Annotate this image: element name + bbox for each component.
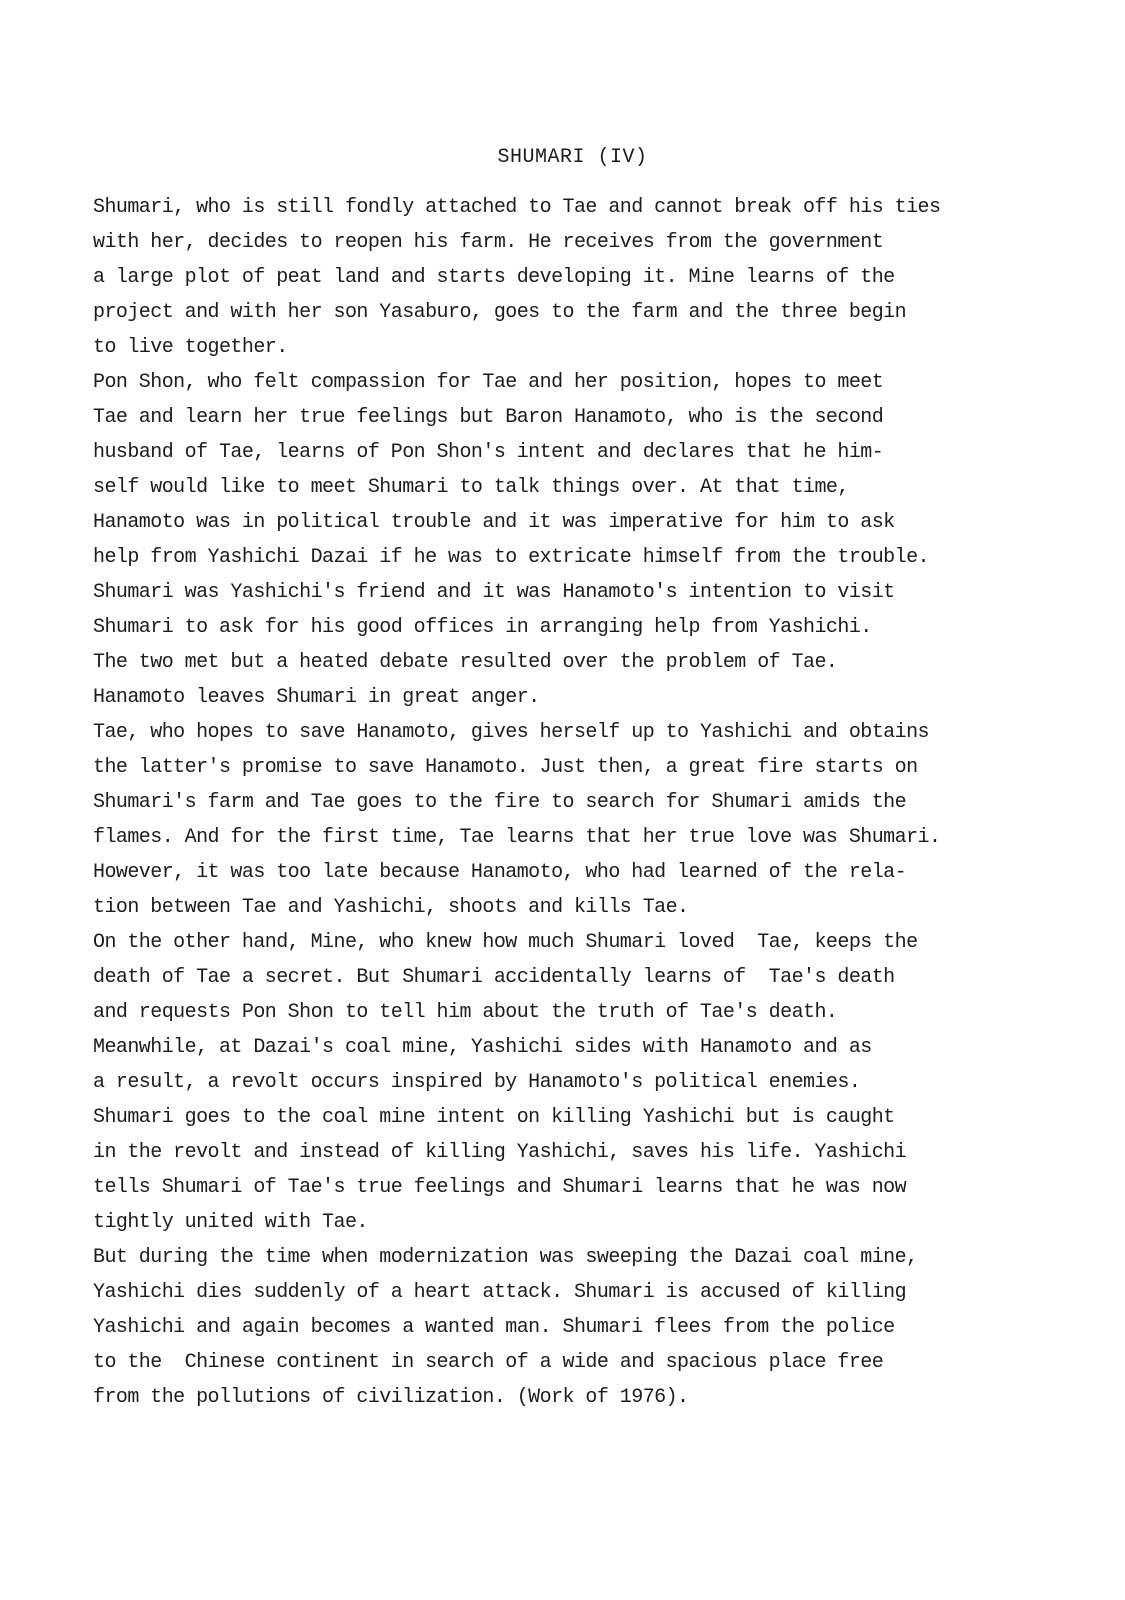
text-line: a result, a revolt occurs inspired by Hanamoto's political enemies. bbox=[93, 1071, 861, 1094]
text-line: Shumari to ask for his good offices in arranging help from Yashichi. bbox=[93, 616, 872, 639]
text-line: from the pollutions of civilization. (Work of 1976). bbox=[93, 1386, 689, 1409]
text-line: However, it was too late because Hanamoto, who had learned of the rela- bbox=[93, 861, 907, 884]
text-line: Yashichi and again becomes a wanted man. Shumari flees from the police bbox=[93, 1316, 895, 1339]
text-line: self would like to meet Shumari to talk things over. At that time, bbox=[93, 476, 849, 499]
text-line: Shumari goes to the coal mine intent on killing Yashichi but is caught bbox=[93, 1106, 895, 1129]
text-line: But during the time when modernization was sweeping the Dazai coal mine, bbox=[93, 1246, 918, 1269]
text-line: On the other hand, Mine, who knew how much Shumari loved Tae, keeps the bbox=[93, 931, 918, 954]
text-line: with her, decides to reopen his farm. He receives from the government bbox=[93, 231, 884, 254]
text-line: tells Shumari of Tae's true feelings and Shumari learns that he was now bbox=[93, 1176, 907, 1199]
synopsis-body bbox=[93, 190, 1093, 1415]
text-line: in the revolt and instead of killing Yashichi, saves his life. Yashichi bbox=[93, 1141, 907, 1164]
text-line: Tae, who hopes to save Hanamoto, gives herself up to Yashichi and obtains bbox=[93, 721, 929, 744]
text-line: Shumari, who is still fondly attached to Tae and cannot break off his ties bbox=[93, 196, 941, 219]
text-line: tightly united with Tae. bbox=[93, 1211, 368, 1234]
text-line: project and with her son Yasaburo, goes to the farm and the three begin bbox=[93, 301, 907, 324]
text-line: a large plot of peat land and starts developing it. Mine learns of the bbox=[93, 266, 895, 289]
text-line: Shumari's farm and Tae goes to the fire to search for Shumari amids the bbox=[93, 791, 907, 814]
text-line: Hanamoto leaves Shumari in great anger. bbox=[93, 686, 540, 709]
text-line: The two met but a heated debate resulted over the problem of Tae. bbox=[93, 651, 838, 674]
text-line: Pon Shon, who felt compassion for Tae and her position, hopes to meet bbox=[93, 371, 884, 394]
page-title: SHUMARI (IV) bbox=[497, 146, 648, 169]
text-line: Tae and learn her true feelings but Baron Hanamoto, who is the second bbox=[93, 406, 884, 429]
text-line: flames. And for the first time, Tae learns that her true love was Shumari. bbox=[93, 826, 941, 849]
text-line: Hanamoto was in political trouble and it was imperative for him to ask bbox=[93, 511, 895, 534]
text-line: the latter's promise to save Hanamoto. Just then, a great fire starts on bbox=[93, 756, 918, 779]
text-line: husband of Tae, learns of Pon Shon's intent and declares that he him- bbox=[93, 441, 884, 464]
text-line: to live together. bbox=[93, 336, 288, 359]
text-line: help from Yashichi Dazai if he was to extricate himself from the trouble. bbox=[93, 546, 929, 569]
text-line: tion between Tae and Yashichi, shoots and kills Tae. bbox=[93, 896, 689, 919]
text-line: Meanwhile, at Dazai's coal mine, Yashichi sides with Hanamoto and as bbox=[93, 1036, 872, 1059]
text-line: Shumari was Yashichi's friend and it was Hanamoto's intention to visit bbox=[93, 581, 895, 604]
text-line: death of Tae a secret. But Shumari accidentally learns of Tae's death bbox=[93, 966, 895, 989]
text-line: and requests Pon Shon to tell him about the truth of Tae's death. bbox=[93, 1001, 838, 1024]
text-line: to the Chinese continent in search of a wide and spacious place free bbox=[93, 1351, 884, 1374]
text-line: Yashichi dies suddenly of a heart attack. Shumari is accused of killing bbox=[93, 1281, 907, 1304]
